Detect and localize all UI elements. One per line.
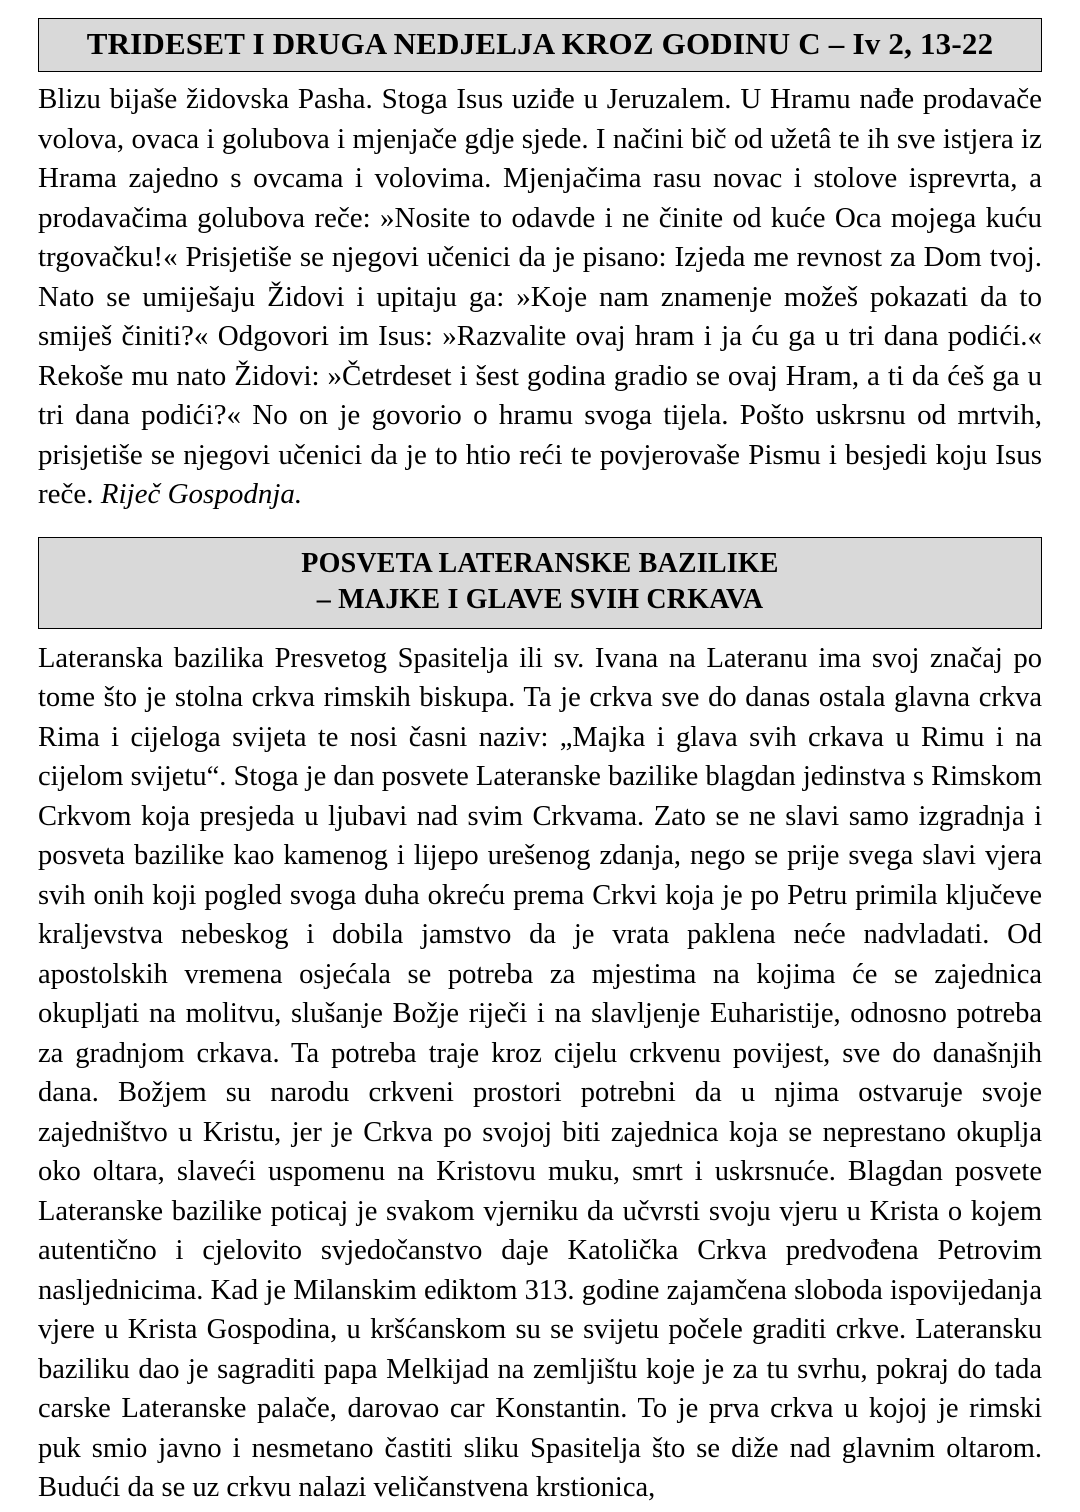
gospel-paragraph [38, 80, 1042, 515]
gospel-closing-phrase: Riječ Gospodnja. [100, 478, 303, 510]
gospel-text: Blizu bijaše židovska Pasha. Stoga Isus uziđe u Jeruzalem. U Hramu nađe prodavače volova, ovaca i golubova i mjenjače gdje sjede. I načini bič od užetâ te ih sve istjera iz Hrama zajedno s ovcama i volovima. Mjenjačima rasu novac i stolove isprevrta, a prodavačima golubova reče: »Nosite to odavde i ne činite od kuće Oca mojega kuću trgovačku!« Prisjetiše se njegovi učenici da je pisano: Izjeda me revnost za Dom tvoj. Nato se umiješaju Židovi i upitaju ga: »Koje nam znamenje možeš pokazati da to smiješ činiti?« Odgovori im Isus: »Razvalite ovaj hram i ja ću ga u tri dana podići.« Rekoše mu nato Židovi: »Četrdeset i šest godina gradio se ovaj Hram, a ti da ćeš ga u tri dana podići?« No on je govorio o hramu svoga tijela. Pošto uskrsnu od mrtvih, prisjetiše se njegovi učenici da je to htio reći te povjerovaše Pismu i besjedi koju Isus reče. [38, 83, 1042, 510]
heading-line: POSVETA LATERANSKE BAZILIKE [301, 547, 779, 579]
heading-line: – MAJKE I GLAVE SVIH CRKAVA [316, 583, 764, 615]
lateran-paragraph: Lateranska bazilika Presvetog Spasitelja ili sv. Ivana na Lateranu ima svoj značaj po tome što je stolna crkva rimskih biskupa. Ta je crkva sve do danas ostala glavna crkva Rima i cijeloga svijeta te nosi časni naziv: „Majka i glava svih crkava u Rimu i na cijelom svijetu“. Stoga je dan posvete Lateranske bazilike blagdan jedinstva s Rimskom Crkvom koja presjeda u ljubavi nad svim Crkvama. Zato se ne slavi samo izgradnja i posveta bazilike kao kamenog i lijepo urešenog zdanja, nego se prije svega slavi vjera svih onih koji pogled svoga duha okreću prema Crkvi koja je po Petru primila ključeve kraljevstva nebeskog i dobila jamstvo da je vrata paklena neće nadvladati. Od apostolskih vremena osjećala se potreba za mjestima na kojima će se zajednica okupljati na molitvu, slušanje Božje riječi i na slavljenje Euharistije, odnosno potreba za gradnjom crkava. Ta potreba traje kroz cijelu crkvenu povijest, sve do današnjih dana. Božjem su narodu crkveni prostori potrebni da u njima ostvaruje svoje zajedništvo u Kristu, jer je Crkva po svojoj biti zajednica koja se neprestano okuplja oko oltara, slaveći uspomenu na Kristovu muku, smrt i uskrsnuće. Blagdan posvete Lateranske bazilike poticaj je svakom vjerniku da učvrsti svoju vjeru u Krista o kojem autentično i cjelovito svjedočanstvo daje Katolička Crkva predvođena Petrovim nasljednicima. Kad je Milanskim ediktom 313. godine zajamčena sloboda ispovijedanja vjere u Krista Gospodina, u kršćanskom su se svijetu počele graditi crkve. Lateransku baziliku dao je sagraditi papa Melkijad na zemljištu koje je za tu svrhu, pokraj do tada carske Lateranske palače, darovao car Konstantin. To je prva crkva u kojoj je rimski puk smio javno i nesmetano častiti sliku Spasitelja što se diže nad glavnim oltarom. Budući da se uz crkvu nalazi veličanstvena krstionica, [38, 642, 1042, 1503]
section-heading-gospel [38, 18, 1042, 72]
section-heading-lateran [38, 537, 1042, 629]
heading-line: TRIDESET I DRUGA NEDJELJA KROZ GODINU C – Iv 2, 13-22 [86, 26, 994, 61]
